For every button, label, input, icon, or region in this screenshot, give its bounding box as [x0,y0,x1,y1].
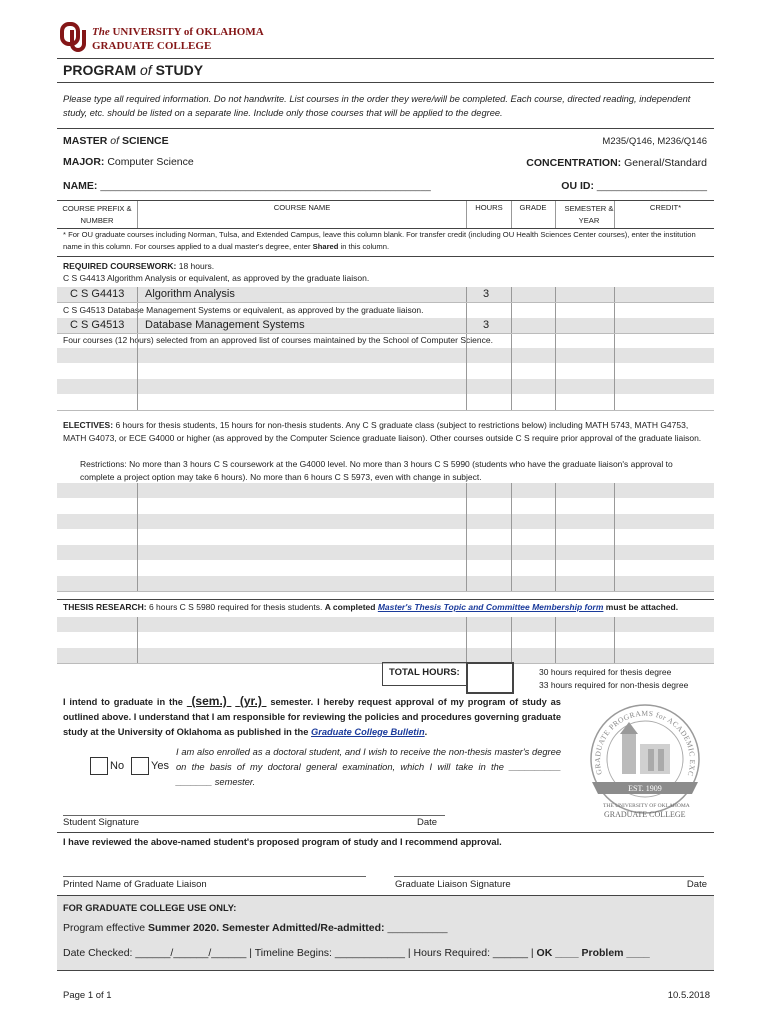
intent-paragraph: I intend to graduate in the (sem.) (yr.) semester. I hereby request approval of my program of study as outlined above. I understand that I am responsible for reviewing the policies and procedures governing graduate study at the University of Oklahoma as published in the Graduate College Bulletin. [63,694,561,737]
university-name [92,26,264,38]
total-note-1: 30 hours required for thesis degree [539,667,672,677]
seal-ring-text: GRADUATE PROGRAMS for ACADEMIC EXC [592,708,698,778]
doctoral-text: I am also enrolled as a doctoral student, and I wish to receive the non-thesis master's degree on the basis of my doctoral general examination, which I will take in the __________ _______ semester. [176,747,561,787]
required-heading: REQUIRED COURSEWORK: 18 hours. [63,261,215,271]
office-row: Date Checked: ______/______/______ | Timeline Begins: ____________ | Hours Required: ______ | OK ____ Problem ____ [63,947,650,959]
course-2-prefix: C S G4513 [70,319,125,331]
required-note-2: C S G4513 Database Management Systems or equivalent, as approved by the graduate liaison. [63,305,424,315]
thesis-form-link[interactable]: Master's Thesis Topic and Committee Membership form [377,602,604,612]
student-signature-label: Student Signature [63,817,140,828]
name-field[interactable]: NAME: __________________________________________________________________ [63,180,431,192]
ok-field[interactable]: OK ____ [536,947,579,959]
thesis-text: THESIS RESEARCH: 6 hours C S 5980 required for thesis students. A completed Master's Thesis Topic and Committee Membership form must be attached. [63,602,679,612]
course-1-prefix: C S G4413 [70,288,125,300]
version-date: 10.5.2018 [667,990,710,1001]
col-semester: SEMESTER & YEAR [564,204,614,225]
course-2-name: Database Management Systems [145,319,305,331]
electives-restrictions: Restrictions: No more than 3 hours C S coursework at the G4000 level. No more than 3 hours C S 5990 (students who have the graduate liaison's approval to complete a project option may take 6 hours). No more than 6 hours C S 5973, even with change in subject. [80,459,673,482]
liaison-signature-label: Graduate Liaison Signature [395,879,511,890]
yr-field[interactable]: (yr.) [239,694,262,708]
page-number: Page 1 of 1 [63,990,112,1001]
no-checkbox[interactable] [90,757,108,775]
col-prefix: COURSE PREFIX & NUMBER [62,204,132,225]
empty-row[interactable] [57,648,714,663]
hours-required[interactable]: Hours Required: ______ [413,947,528,959]
yes-checkbox[interactable] [131,757,149,775]
course-2-hours: 3 [483,319,490,331]
page-title: PROGRAM of STUDY [63,62,204,78]
footnote: * For OU graduate courses including Norman, Tulsa, and Extended Campus, leave this column blank. For transfer credit (including OU Health Sciences Center courses), enter the institution name in this column. For courses applied to a dual master's degree, enter Shared in this column. [63,230,696,251]
degree-codes: M235/Q146, M236/Q146 [602,136,707,147]
liaison-name-label: Printed Name of Graduate Liaison [63,879,207,890]
required-note-1: C S G4413 Algorithm Analysis or equivalent, as approved by the graduate liaison. [63,273,370,283]
empty-row[interactable] [57,514,714,529]
sem-field[interactable]: (sem.) [191,694,227,708]
program-effective: Program effective Summer 2020. Semester Admitted/Re-admitted: ____________ [63,922,448,934]
required-note-3: Four courses (12 hours) selected from an approved list of courses maintained by the School of Computer Science. [63,335,493,345]
empty-row[interactable] [57,483,714,498]
no-option[interactable]: No [90,757,124,775]
bulletin-link[interactable]: Graduate College Bulletin [310,727,425,737]
col-credit: CREDIT* [649,203,682,212]
ou-logo [60,22,88,52]
svg-text:GRADUATE PROGRAMS for ACADEMIC [580,694,697,778]
empty-row[interactable] [57,576,714,591]
seal-footer-1: THE UNIVERSITY OF OKLAHOMA [603,803,690,809]
table-header [57,200,714,229]
college-name: GRADUATE COLLEGE [92,40,212,52]
col-name: COURSE NAME [273,203,331,212]
total-note-2: 33 hours required for non-thesis degree [539,680,689,690]
problem-field[interactable]: Problem ____ [581,947,650,959]
univ-name: UNIVERSITY of OKLAHOMA [112,26,264,38]
electives-text: ELECTIVES: 6 hours for thesis students, 15 hours for non-thesis students. Any C S graduate class (subject to restrictions below) including MATH 5743, MATH G4753, MATH G4073, or ECE G4000 or higher (as approved by the Computer Science graduate liaison). Other courses outside C S require prior approval of the graduate liaison. [63,420,702,443]
date-label-2: Date [686,879,707,890]
empty-row[interactable] [57,617,714,632]
date-checked[interactable]: Date Checked: ______/______/______ [63,947,247,959]
timeline-begins[interactable]: Timeline Begins: ____________ [254,947,405,959]
review-statement: I have reviewed the above-named student's proposed program of study and I recommend approval. [63,837,502,847]
ouid-field[interactable]: OU ID: ______________________ [561,180,707,192]
office-heading: FOR GRADUATE COLLEGE USE ONLY: [63,903,237,913]
degree-title: MASTER of SCIENCE [63,135,169,147]
yes-option[interactable]: Yes [131,757,169,775]
empty-row[interactable] [57,379,714,394]
total-hours-label: TOTAL HOURS: [382,662,468,686]
total-hours-box[interactable] [466,662,514,694]
empty-row[interactable] [57,545,714,560]
seal-footer-2: GRADUATE COLLEGE [604,810,686,819]
course-1-name: Algorithm Analysis [145,288,235,300]
col-grade: GRADE [519,203,547,212]
univ-prefix: The [92,26,110,38]
concentration: CONCENTRATION: General/Standard [526,157,707,169]
date-label-1: Date [417,817,438,828]
instructions: Please type all required information. Do not handwrite. List courses in the order they were/will be completed. Each course, directed reading, independent study, etc. should be listed on a separate line. Include only those courses that will be applied to the degree. [63,94,691,118]
empty-row[interactable] [57,348,714,363]
col-hours: HOURS [475,203,503,212]
seal-est: EST. 1909 [628,784,662,793]
major: MAJOR: Computer Science [63,156,194,168]
course-1-hours: 3 [483,288,490,300]
